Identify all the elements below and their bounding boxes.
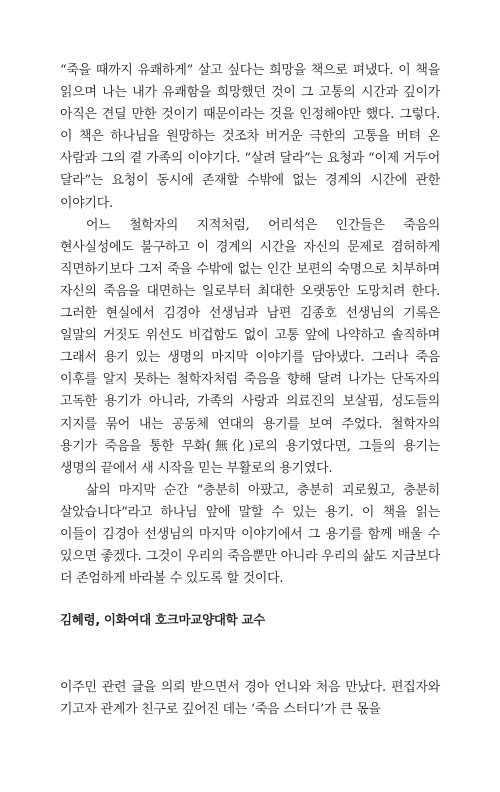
essay-paragraph-2: 어느 철학자의 지적처럼, 어리석은 인간들은 죽음의 현사실성에도 불구하고 이 경계의 시간을 자신의 문제로 겸허하게 직면하기보다 그저 죽을 수밖에 없는 인간 보편의 숙명으로 치부하며 자신의 죽음을 대면하는 일로부터 최대한 오랫동안 도망치려 한다. 그러한 현실에서 김경아 선생님과 남편 김종호 선생님의 기록은 일말의 거짓도 위선도 비겁함도 없이 고통 앞에 나약하고 솔직하며 그래서 용기 있는 생명의 마지막 이야기를 담아냈다. 그러나 죽음 이후를 알지 못하는 철학자처럼 죽음을 향해 달려 나가는 단독자의 고독한 용기가 아니라, 가족의 사랑과 의료진의 보살핌, 성도들의 지지를 묶어 내는 공동체 연대의 용기를 보여 주었다. 철학자의 용기가 죽음을 통한 무화(無化)로의 용기였다면, 그들의 용기는 생명의 끝에서 새 시작을 믿는 부활로의 용기였다. xyxy=(60,217,440,476)
essay-paragraph-1: “죽을 때까지 유쾌하게” 살고 싶다는 희망을 책으로 펴냈다. 이 책을 읽으며 나는 내가 유쾌함을 희망했던 것이 그 고통의 시간과 깊이가 아직은 견딜 만한 것이기 때문이라는 것을 인정해야만 했다. 그렇다. 이 책은 하나님을 원망하는 것조차 버거운 극한의 고통을 버텨 온 사람과 그의 곁 가족의 이야기다. “살려 달라”는 요청과 “이제 거두어 달라”는 요청이 동시에 존재할 수밖에 없는 경계의 시간에 관한 이야기다. xyxy=(60,63,440,211)
next-section-paragraph: 이주민 관련 글을 의뢰 받으면서 경아 언니와 처음 만났다. 편집자와 기고자 관계가 친구로 깊어진 데는 ‘죽음 스터디’가 큰 몫을 xyxy=(60,680,440,718)
book-page xyxy=(60,60,440,721)
author-credit: 김혜령, 이화여대 호크마교양대학 교수 xyxy=(60,612,266,628)
essay-paragraph-3: 삶의 마지막 순간 “충분히 아팠고, 충분히 괴로웠고, 충분히 살았습니다”라고 하나님 앞에 말할 수 있는 용기. 이 책을 읽는 이들이 김경아 선생님의 마지막 이야기에서 그 용기를 함께 배울 수 있으면 좋겠다. 그것이 우리의 죽음뿐만 아니라 우리의 삶도 지금보다 더 존엄하게 바라볼 수 있도록 할 것이다. xyxy=(60,482,440,587)
